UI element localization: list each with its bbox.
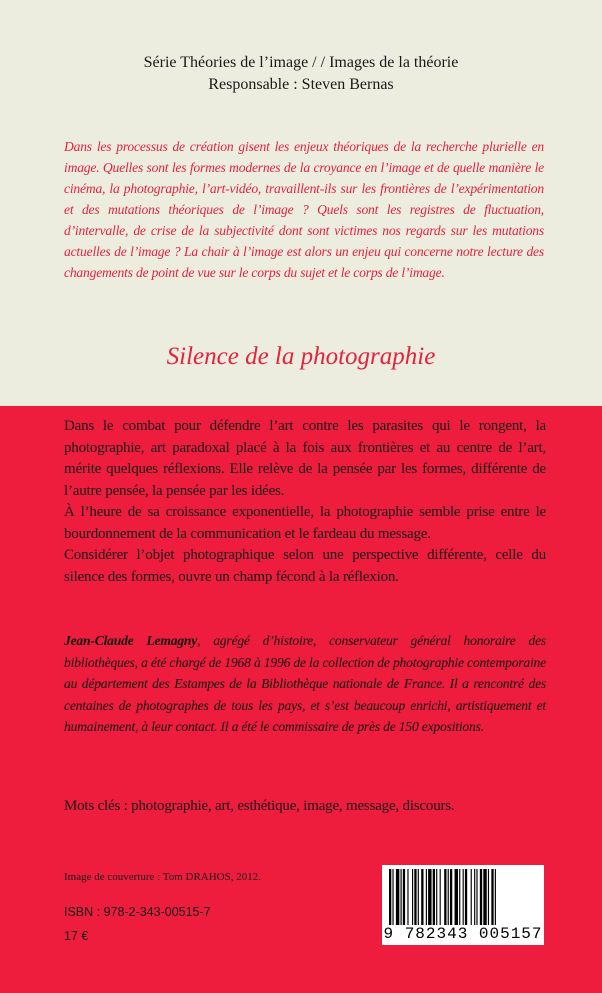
barcode-digits: 9 782343 005157 <box>383 925 543 943</box>
barcode-bars <box>387 869 539 925</box>
barcode-bar <box>428 869 431 925</box>
barcode-bar <box>426 869 427 925</box>
series-header <box>0 52 602 96</box>
barcode-bar <box>436 869 437 925</box>
book-title: Silence de la photographie <box>166 343 436 370</box>
barcode-bar <box>403 869 405 925</box>
barcode-bar <box>433 869 435 925</box>
cover-credit: Image de couverture : Tom DRAHOS, 2012. <box>64 871 261 883</box>
responsible-line: Responsable : Steven Bernas <box>208 76 394 93</box>
barcode-bar <box>392 869 393 925</box>
price: 17 € <box>64 929 89 943</box>
summary-paragraph-1: Dans le combat pour défendre l’art contre les parasites qui le rongent, la photographie, art paradoxal placé à la fois aux frontières et au centre de l’art, mérite quelques réflexions. Elle relève de la pensée par les formes, différente de l’autre pensée, la pensée par les idées. <box>64 418 546 499</box>
summary <box>64 416 546 588</box>
barcode-bar <box>412 869 413 925</box>
author-bio-text: , agrégé d’histoire, conservateur général honoraire des bibliothèques, a été chargé de 1968 à 1996 de la collection de photographie contemporaine au département des Estampes de la Bibliothèque nationale de France. Il a rencontré des centaines de photographes de tous les pays, et s’est beaucoup enrichi, artistiquement et humainement, à leur contact. Il a été le commissaire de près de 150 expositions. <box>64 633 546 734</box>
barcode-bar <box>414 869 416 925</box>
author-bio <box>64 630 546 738</box>
barcode-bar <box>418 869 419 925</box>
barcode-bar <box>474 869 475 925</box>
isbn: ISBN : 978-2-343-00515-7 <box>64 905 211 919</box>
barcode <box>382 865 544 945</box>
barcode-bar <box>401 869 402 925</box>
barcode-bar <box>450 869 452 925</box>
summary-paragraph-3: Considérer l’objet photographique selon une perspective différente, celle du silence des formes, ouvre un champ fécond à la réflexion. <box>64 547 546 585</box>
barcode-bar <box>480 869 482 925</box>
barcode-bar <box>483 869 486 925</box>
series-intro: Dans les processus de création gisent les enjeux théoriques de la recherche plurielle en image. Quelles sont les formes modernes de la croyance en l’image et de quelle manière le cinéma, la photographie, l’art-vidéo, travaillent-ils sur les frontières de l’expérimentation et des mutations théoriques de l’image ? Quels sont les registres de fluctuation, d’intervalle, de crise de la subjectivité dont sont victimes nos regards sur les mutations actuelles de l’image ? La chair à l’image est alors un enjeu qui concerne notre lecture des changements de point de vue sur le corps du sujet et le corps de l’image. <box>64 139 544 280</box>
barcode-bar <box>471 869 472 925</box>
summary-paragraph-2: À l’heure de sa croissance exponentielle, la photographie semble prise entre le bourdonnement de la communication et le fardeau du message. <box>64 504 546 542</box>
barcode-bar <box>488 869 489 925</box>
barcode-bar <box>421 869 423 925</box>
barcode-bar <box>463 869 464 925</box>
barcode-bar <box>448 869 449 925</box>
barcode-bar <box>455 869 458 925</box>
barcode-bar <box>465 869 467 925</box>
barcode-bar <box>476 869 477 925</box>
series-line: Série Théories de l’image / / Images de la théorie <box>143 54 459 71</box>
barcode-bar <box>491 869 493 925</box>
keywords: Mots clés : photographie, art, esthétique, image, message, discours. <box>64 798 455 814</box>
barcode-bar <box>407 869 408 925</box>
author-name: Jean-Claude Lemagny <box>64 633 198 648</box>
barcode-bar <box>459 869 460 925</box>
barcode-bar <box>396 869 399 925</box>
barcode-bar <box>495 869 496 925</box>
barcode-bar <box>444 869 446 925</box>
barcode-bar <box>440 869 441 925</box>
barcode-bar <box>389 869 391 925</box>
